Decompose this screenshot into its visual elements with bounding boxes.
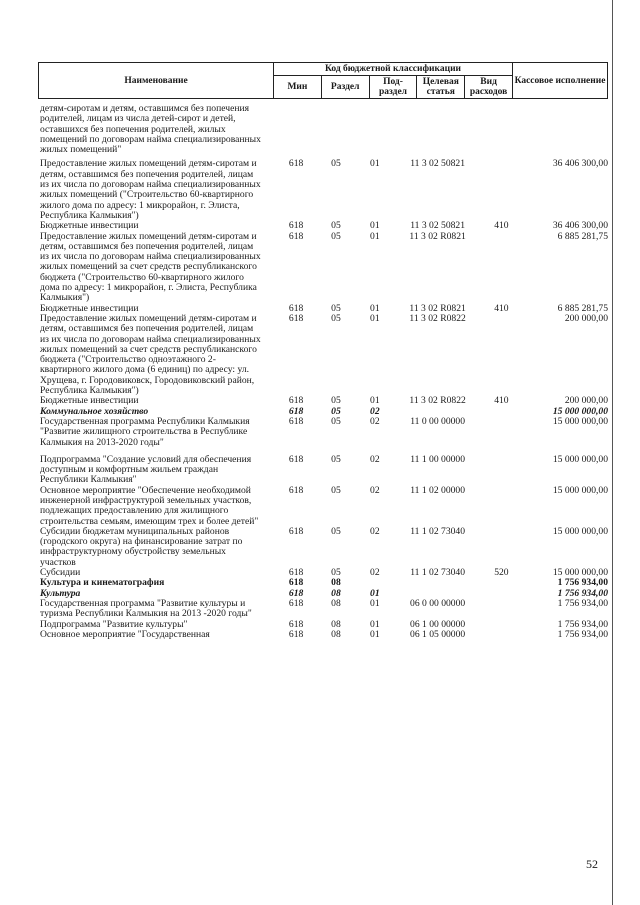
- row-razdel: 08: [331, 628, 341, 640]
- row-name: Государственная программа Республики Калмыкия "Развитие жилищного строительства в Республике Калмыкия на 2013-2020 годы": [40, 415, 250, 448]
- row-min: 618: [288, 567, 304, 579]
- row-name: Субсидии бюджетам муниципальных районов (городского округа) на финансирование затрат по инфраструктурному обустройству земельных участков: [40, 525, 243, 568]
- row-razdel: 08: [331, 577, 341, 589]
- row-min: 618: [288, 312, 304, 324]
- row-min: 618: [288, 230, 304, 242]
- table-row: [38, 104, 608, 155]
- header-vid: Вид расходов: [465, 76, 513, 99]
- row-statya: 11 3 02 R0821: [409, 230, 466, 242]
- row-amount: 15 000 000,00: [552, 567, 608, 579]
- row-amount: 200 000,00: [564, 395, 608, 407]
- row-statya: 11 3 02 R0822: [409, 395, 466, 407]
- page-number: 52: [586, 857, 598, 871]
- row-statya: 11 1 02 73040: [410, 525, 466, 537]
- row-razdel: 05: [331, 158, 341, 170]
- row-podrazdel: 02: [370, 567, 380, 579]
- row-min: 618: [288, 577, 304, 589]
- row-name: Бюджетные инвестиции: [40, 302, 139, 314]
- row-podrazdel: 02: [370, 453, 380, 465]
- row-name: Предоставление жилых помещений детям-сиротам и детям, оставшимся без попечения родителей, лицам из их числа по договорам найма специализированных жилых помещений за счет средств республиканского бюджета ("Строительство одноэтажного 2-квартирного жилого дома (6 единиц) по адресу: ул. Хрущева, г. Городовиковск, Городовиковский район, Республика Калмыкия"): [40, 312, 261, 397]
- row-name: Государственная программа "Развитие культуры и туризма Республики Калмыкия на 2013 -2020 годы": [40, 597, 252, 620]
- row-amount: 15 000 000,00: [552, 525, 608, 537]
- header-razdel: Раздел: [321, 76, 369, 99]
- row-podrazdel: 01: [370, 158, 380, 170]
- row-name: Культура: [40, 587, 81, 599]
- row-min: 618: [288, 628, 304, 640]
- row-name: Культура и кинематография: [40, 577, 165, 589]
- row-vid: 410: [494, 302, 509, 314]
- row-min: 618: [288, 395, 304, 407]
- table-row: [38, 630, 608, 640]
- row-min: 618: [288, 220, 304, 232]
- row-amount: 1 756 934,00: [557, 618, 608, 630]
- row-podrazdel: 01: [370, 220, 380, 232]
- header-statya: Целевая статья: [417, 76, 465, 99]
- row-razdel: 05: [331, 302, 341, 314]
- row-statya: 11 1 02 73040: [410, 567, 466, 579]
- row-amount: 1 756 934,00: [557, 577, 608, 589]
- row-vid: 520: [494, 567, 509, 579]
- row-razdel: 05: [331, 484, 341, 496]
- header-name: Наименование: [39, 63, 274, 99]
- row-podrazdel: 01: [370, 628, 380, 640]
- row-amount: 15 000 000,00: [552, 453, 608, 465]
- row-statya: 06 1 05 00000: [410, 628, 466, 640]
- row-name: Бюджетные инвестиции: [40, 220, 139, 232]
- table-row: [38, 417, 608, 448]
- table-row: [38, 455, 608, 486]
- scan-edge-line: [612, 0, 613, 905]
- row-podrazdel: 01: [370, 312, 380, 324]
- row-statya: 11 1 00 00000: [410, 453, 466, 465]
- row-podrazdel: 01: [370, 230, 380, 242]
- row-razdel: 08: [331, 618, 341, 630]
- table-header: [38, 62, 608, 99]
- row-name: Коммунальное хозяйство: [40, 405, 149, 417]
- row-statya: 11 3 02 50821: [410, 220, 466, 232]
- row-razdel: 05: [331, 453, 341, 465]
- row-razdel: 05: [331, 405, 341, 417]
- row-statya: 11 0 00 00000: [410, 415, 466, 427]
- table-row: [38, 527, 608, 568]
- header-code-group: Код бюджетной классификации: [274, 63, 513, 76]
- row-min: 618: [288, 525, 304, 537]
- row-podrazdel: 02: [370, 405, 380, 417]
- row-min: 618: [288, 618, 304, 630]
- row-statya: 11 3 02 50821: [410, 158, 466, 170]
- row-razdel: 05: [331, 567, 341, 579]
- row-amount: 200 000,00: [564, 312, 608, 324]
- row-amount: 36 406 300,00: [552, 158, 608, 170]
- table-row: [38, 232, 608, 304]
- row-podrazdel: 02: [370, 415, 380, 427]
- row-podrazdel: 01: [370, 587, 380, 599]
- row-podrazdel: 01: [370, 618, 380, 630]
- row-podrazdel: 01: [370, 395, 380, 407]
- row-amount: 1 756 934,00: [557, 628, 608, 640]
- row-name: Предоставление жилых помещений детям-сиротам и детям, оставшимся без попечения родителей, лицам из их числа по договорам найма специализированных жилых помещений за счет средств республиканского бюджета ("Строительство 60-квартирного жилого дома по адресу: 1 микрорайон, г. Элиста, Республика Калмыкия"): [40, 230, 261, 304]
- row-podrazdel: 01: [370, 302, 380, 314]
- row-statya: 06 1 00 00000: [410, 618, 466, 630]
- row-name: Субсидии: [40, 567, 81, 579]
- row-name: Бюджетные инвестиции: [40, 395, 139, 407]
- table-row: [38, 486, 608, 527]
- row-razdel: 05: [331, 220, 341, 232]
- row-razdel: 05: [331, 230, 341, 242]
- table-body: [38, 104, 608, 640]
- row-amount: 15 000 000,00: [552, 415, 608, 427]
- row-amount: 6 885 281,75: [557, 302, 608, 314]
- row-statya: 11 3 02 R0821: [409, 302, 466, 314]
- row-razdel: 08: [331, 597, 341, 609]
- row-vid: 410: [494, 395, 509, 407]
- row-name: Основное мероприятие "Обеспечение необходимой инженерной инфраструктурой земельных участков, подлежащих предоставлению для жилищного строительства семьям, имеющим трех и более детей": [40, 484, 259, 527]
- row-min: 618: [288, 587, 304, 599]
- table-row: [38, 314, 608, 396]
- row-razdel: 08: [331, 587, 341, 599]
- table-row: [38, 159, 608, 221]
- header-ispolnenie: Кассовое исполнение: [513, 63, 608, 99]
- row-podrazdel: 02: [370, 525, 380, 537]
- row-razdel: 05: [331, 312, 341, 324]
- row-amount: 1 756 934,00: [557, 587, 608, 599]
- row-statya: 06 0 00 00000: [410, 597, 466, 609]
- row-amount: 36 406 300,00: [552, 220, 608, 232]
- row-statya: 11 3 02 R0822: [409, 312, 466, 324]
- row-razdel: 05: [331, 525, 341, 537]
- row-name: Предоставление жилых помещений детям-сиротам и детям, оставшимся без попечения родителей, лицам из их числа по договорам найма специализированных жилых помещений ("Строительство 60-квартирного жилого дома по адресу: 1 микрорайон, г. Элиста, Республика Калмыкия"): [40, 158, 261, 221]
- row-amount: 1 756 934,00: [557, 597, 608, 609]
- header-podrazdel: Под-раздел: [369, 76, 417, 99]
- row-min: 618: [288, 415, 304, 427]
- row-amount: 15 000 000,00: [552, 484, 608, 496]
- row-name: Основное мероприятие "Государственная: [40, 628, 210, 640]
- table-row: [38, 599, 608, 620]
- row-statya: 11 1 02 00000: [410, 484, 466, 496]
- row-podrazdel: 02: [370, 484, 380, 496]
- row-amount: 6 885 281,75: [557, 230, 608, 242]
- row-min: 618: [288, 484, 304, 496]
- row-name: Подпрограмма "Развитие культуры": [40, 618, 188, 630]
- row-name: Подпрограмма "Создание условий для обеспечения доступным и комфортным жильем граждан Республики Калмыкия": [40, 453, 252, 486]
- row-name: детям-сиротам и детям, оставшимся без попечения родителей, лицам из числа детей-сирот и детей, оставшихся без попечения родителей, жилых помещений по договорам найма специализированных жилых помещений": [40, 103, 261, 156]
- row-min: 618: [288, 597, 304, 609]
- row-min: 618: [288, 453, 304, 465]
- row-vid: 410: [494, 220, 509, 232]
- header-min: Мин: [274, 76, 322, 99]
- row-razdel: 05: [331, 395, 341, 407]
- row-min: 618: [288, 302, 304, 314]
- row-podrazdel: 01: [370, 597, 380, 609]
- row-razdel: 05: [331, 415, 341, 427]
- row-min: 618: [288, 158, 304, 170]
- table-row: [38, 578, 608, 588]
- row-min: 618: [288, 405, 304, 417]
- row-amount: 15 000 000,00: [552, 405, 608, 417]
